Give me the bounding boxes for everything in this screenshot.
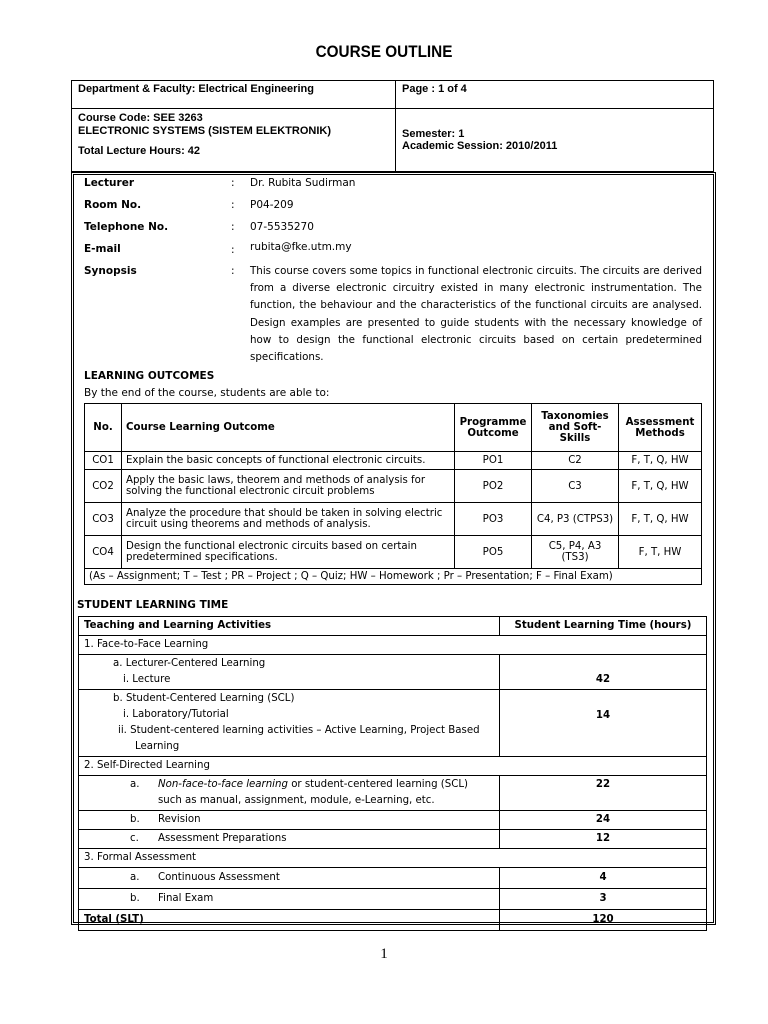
slt-total-value: 120 — [500, 910, 707, 931]
slt-col-hours: Student Learning Time (hours) — [500, 617, 707, 636]
table-row — [79, 830, 707, 849]
learning-outcomes-heading: LEARNING OUTCOMES — [84, 370, 215, 382]
slt-subsection: a. Lecturer-Centered Learning — [113, 658, 266, 669]
slt-hours: 42 — [500, 655, 707, 690]
co-assessment: F, T, Q, HW — [619, 452, 702, 470]
col-header-programme-outcome: Programme Outcome — [455, 404, 532, 452]
co-outcome: Analyze the procedure that should be taken in solving electric circuit using theorems and methods of analysis. — [122, 503, 455, 536]
table-row — [79, 889, 707, 910]
email-label: E-mail — [84, 243, 121, 255]
table-row — [85, 452, 702, 470]
slt-item: i. Laboratory/Tutorial — [123, 709, 229, 720]
table-row — [79, 776, 707, 811]
lecture-hours: Total Lecture Hours: 42 — [78, 145, 201, 157]
slt-subsection: b. Student-Centered Learning (SCL) — [113, 693, 295, 704]
course-outcomes-table — [84, 403, 702, 585]
slt-item: Final Exam — [158, 893, 214, 904]
semester: Semester: 1 — [402, 128, 465, 140]
colon: : — [231, 177, 235, 189]
slt-item-number: b. — [130, 893, 140, 904]
co-outcome: Explain the basic concepts of functional electronic circuits. — [122, 452, 455, 470]
colon: : — [231, 221, 235, 233]
email-value[interactable]: rubita@fke.utm.my — [250, 241, 352, 253]
table-row — [85, 503, 702, 536]
table-row — [79, 690, 707, 757]
slt-hours: 3 — [500, 889, 707, 910]
slt-hours: 4 — [500, 868, 707, 889]
co-assessment: F, T, Q, HW — [619, 503, 702, 536]
table-row — [79, 811, 707, 830]
co-assessment: F, T, Q, HW — [619, 470, 702, 503]
slt-item-number: c. — [130, 833, 139, 844]
slt-section: 2. Self-Directed Learning — [79, 757, 707, 776]
student-learning-time-table — [78, 616, 707, 931]
page-title: COURSE OUTLINE — [315, 42, 453, 61]
course-info-cell — [72, 109, 396, 172]
slt-item: ii. Student-centered learning activities – Active Learning, Project Based Learning — [118, 725, 480, 752]
col-header-assessment: Assessment Methods — [619, 404, 702, 452]
lecturer-value: Dr. Rubita Sudirman — [250, 177, 356, 189]
slt-section: 3. Formal Assessment — [79, 849, 707, 868]
slt-item: i. Lecture — [123, 674, 171, 685]
table-row — [79, 910, 707, 931]
slt-item: Continuous Assessment — [158, 872, 280, 883]
page-count-cell: Page : 1 of 4 — [396, 81, 714, 109]
synopsis-text: This course covers some topics in functional electronic circuits. The circuits are derived from a diverse electronic circuitry existed in many electronic instrumentation. The function, the behaviour and the characteristics of the functional circuits are analysed. Design examples are presented to guide students with the necessary knowledge of how to design the functional electronic circuits based on certain predetermined specifications. — [250, 265, 702, 364]
assessment-legend: (As – Assignment; T – Test ; PR – Project ; Q – Quiz; HW – Homework ; Pr – Presentation; F – Final Exam) — [85, 569, 702, 585]
co-programme-outcome: PO3 — [455, 503, 532, 536]
col-header-outcome: Course Learning Outcome — [122, 404, 455, 452]
course-code: Course Code: SEE 3263 — [78, 112, 203, 124]
co-assessment: F, T, HW — [619, 536, 702, 569]
co-number: CO3 — [85, 503, 122, 536]
co-taxonomy: C3 — [532, 470, 619, 503]
co-number: CO2 — [85, 470, 122, 503]
learning-outcomes-intro: By the end of the course, students are able to: — [84, 387, 330, 399]
table-row — [79, 655, 707, 690]
course-header-table — [71, 80, 714, 172]
colon: : — [231, 199, 235, 211]
slt-hours: 22 — [500, 776, 707, 811]
colon: : — [231, 265, 235, 277]
slt-col-activities: Teaching and Learning Activities — [79, 617, 500, 636]
phone-value: 07-5535270 — [250, 221, 314, 233]
slt-total-label: Total (SLT) — [79, 910, 500, 931]
co-taxonomy: C2 — [532, 452, 619, 470]
slt-item-emphasis: Non-face-to-face learning — [158, 779, 288, 790]
slt-hours: 24 — [500, 811, 707, 830]
room-value: P04-209 — [250, 199, 294, 211]
slt-hours: 12 — [500, 830, 707, 849]
course-name: ELECTRONIC SYSTEMS (SISTEM ELEKTRONIK) — [78, 125, 332, 137]
co-outcome: Design the functional electronic circuits based on certain predetermined specifications. — [122, 536, 455, 569]
col-header-taxonomies: Taxonomies and Soft-Skills — [532, 404, 619, 452]
slt-item: Revision — [158, 814, 201, 825]
lecturer-label: Lecturer — [84, 177, 135, 189]
page-number: 1 — [380, 946, 388, 962]
room-label: Room No. — [84, 199, 142, 211]
academic-session: Academic Session: 2010/2011 — [402, 140, 558, 152]
phone-label: Telephone No. — [84, 221, 169, 233]
colon: : — [231, 244, 235, 256]
synopsis-label: Synopsis — [84, 265, 137, 277]
co-taxonomy: C5, P4, A3 (TS3) — [532, 536, 619, 569]
slt-item: or student-centered learning (SCL) such as manual, assignment, module, e-Learning, etc. — [158, 779, 468, 806]
slt-section: 1. Face-to-Face Learning — [79, 636, 707, 655]
slt-item-number: a. — [130, 779, 140, 790]
co-outcome: Apply the basic laws, theorem and methods of analysis for solving the functional electronic circuit problems — [122, 470, 455, 503]
slt-item-number: b. — [130, 814, 140, 825]
co-number: CO4 — [85, 536, 122, 569]
slt-item: Assessment Preparations — [158, 833, 287, 844]
department-cell: Department & Faculty: Electrical Engineering — [72, 81, 396, 109]
semester-cell — [396, 109, 714, 172]
table-row — [85, 536, 702, 569]
col-header-no: No. — [85, 404, 122, 452]
co-number: CO1 — [85, 452, 122, 470]
co-programme-outcome: PO1 — [455, 452, 532, 470]
co-taxonomy: C4, P3 (CTPS3) — [532, 503, 619, 536]
co-programme-outcome: PO2 — [455, 470, 532, 503]
table-row — [79, 868, 707, 889]
slt-item-number: a. — [130, 872, 140, 883]
table-row — [85, 470, 702, 503]
co-programme-outcome: PO5 — [455, 536, 532, 569]
slt-hours: 14 — [500, 690, 707, 757]
slt-heading: STUDENT LEARNING TIME — [77, 599, 229, 611]
